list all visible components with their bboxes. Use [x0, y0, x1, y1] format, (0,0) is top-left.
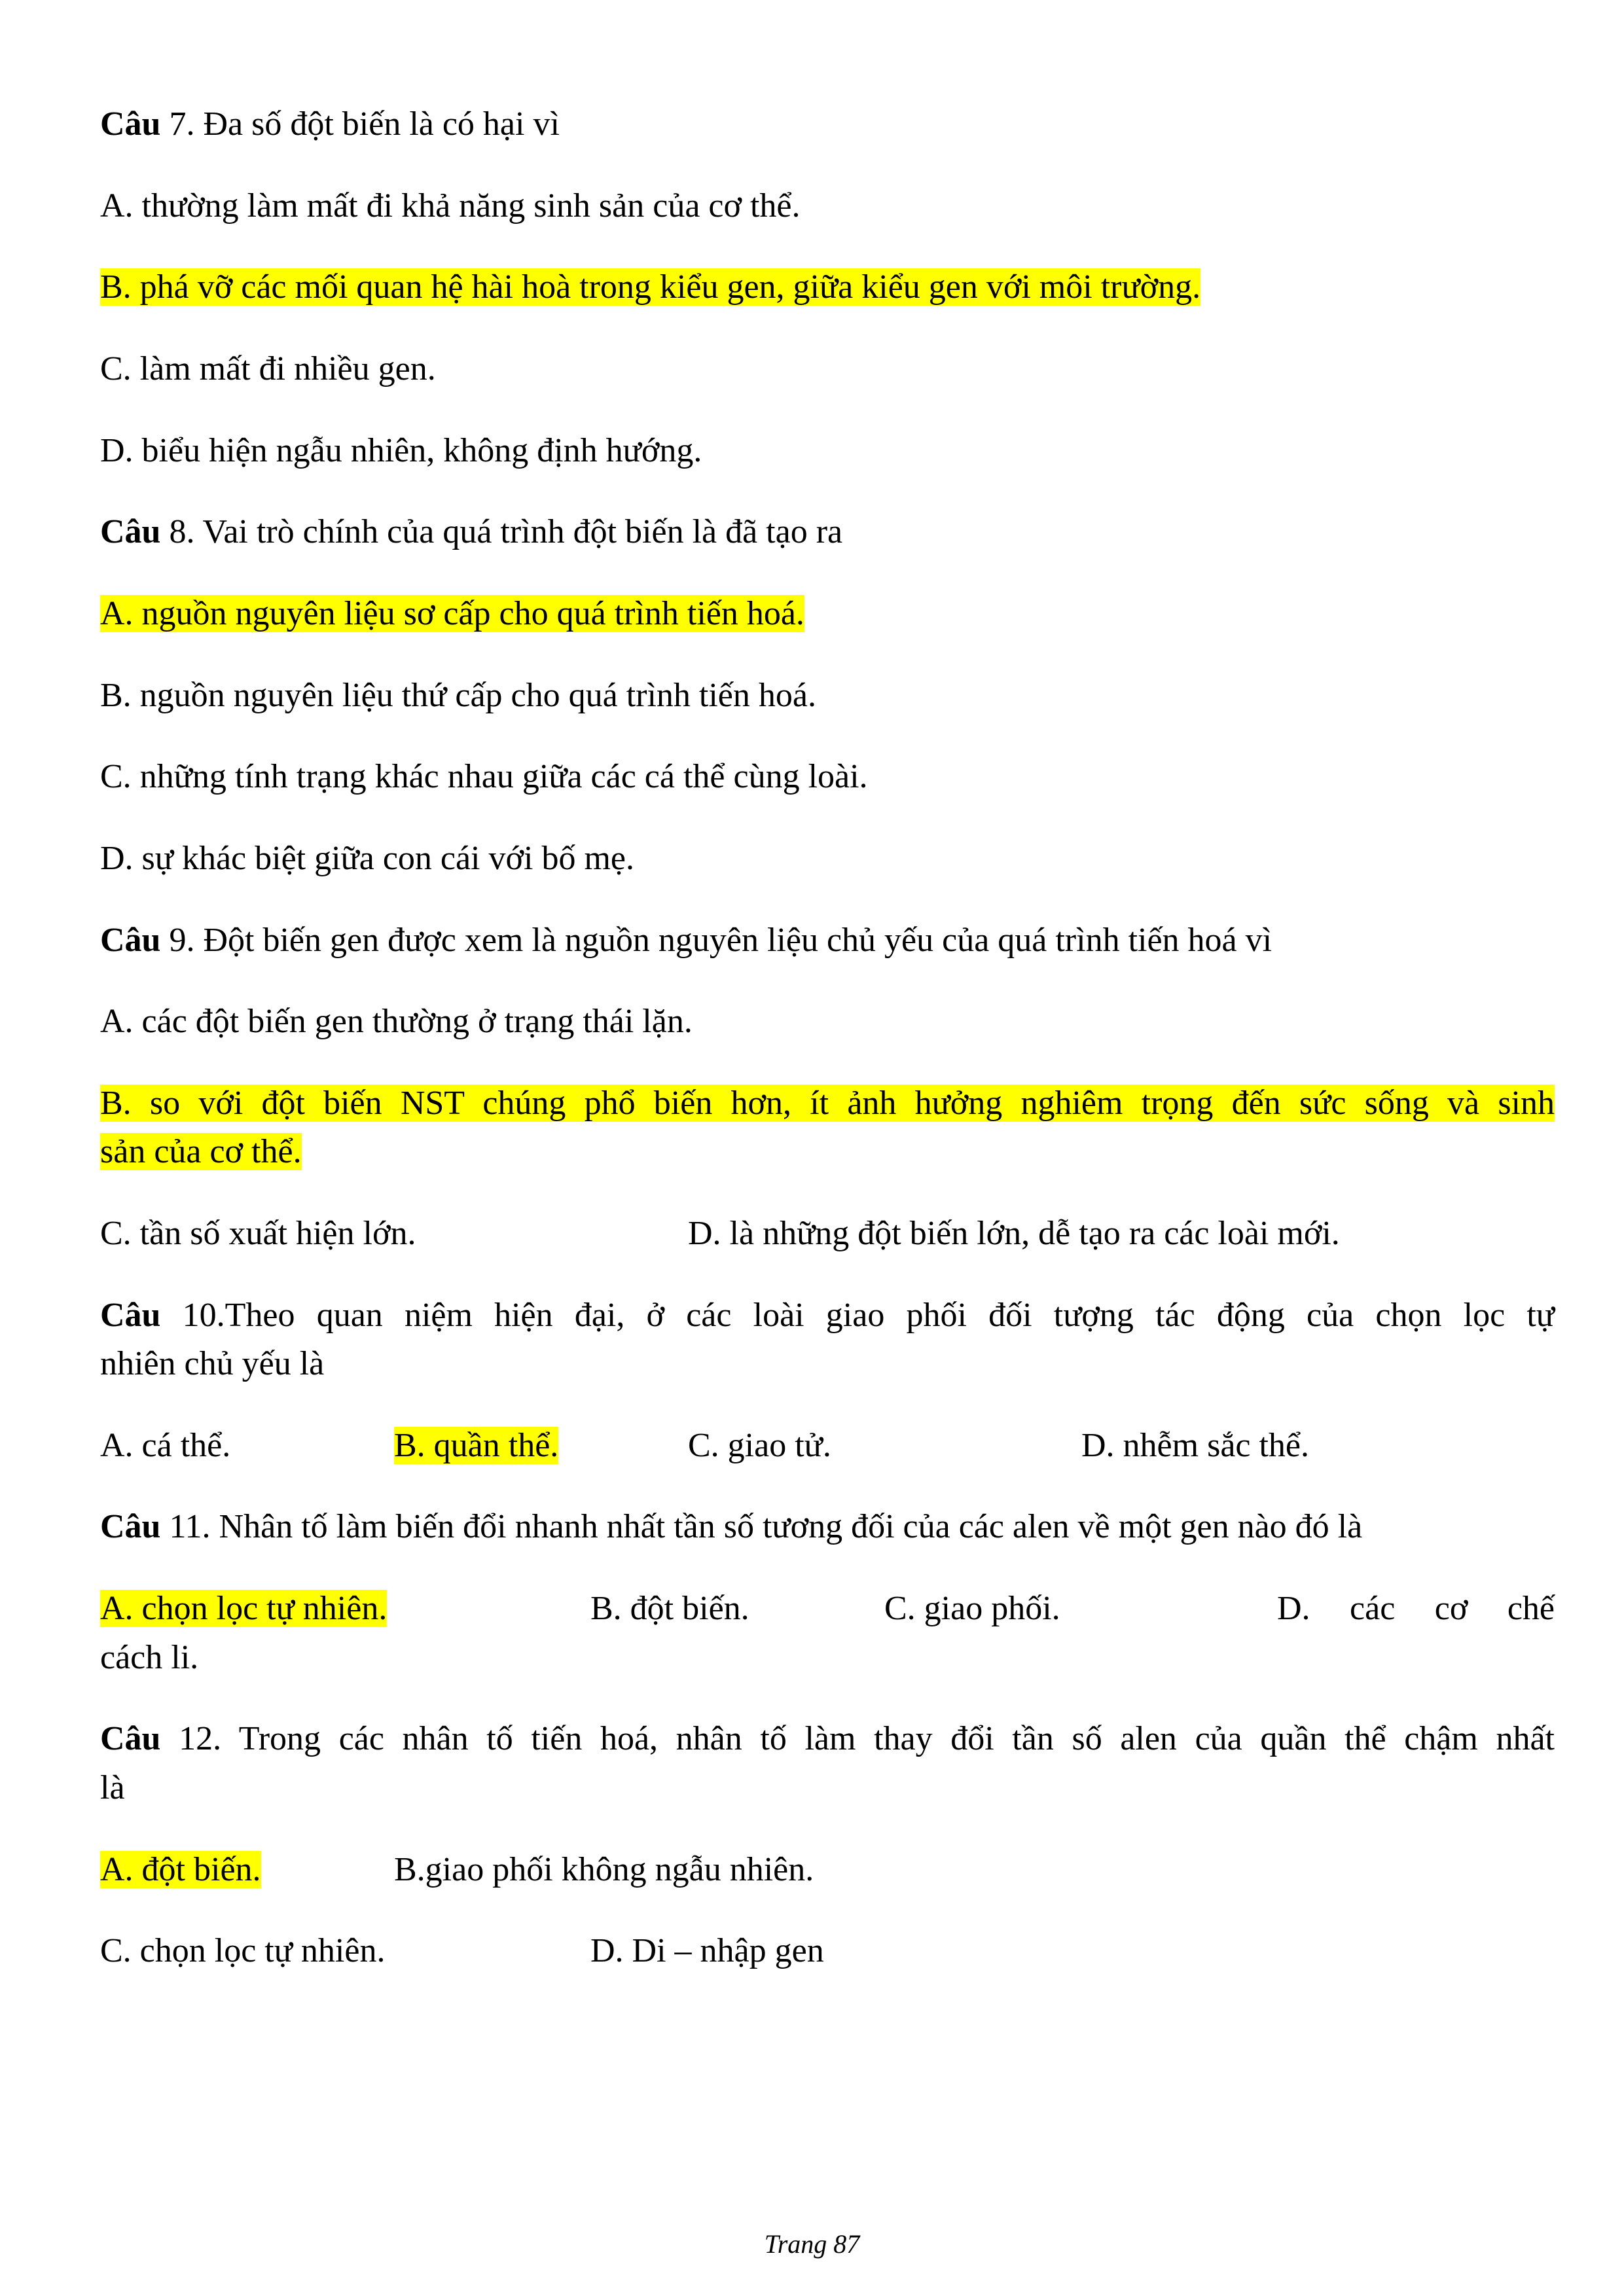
question-12-line2: là: [100, 1769, 125, 1806]
q12-option-a: [100, 1846, 261, 1894]
question-label: Câu: [100, 1508, 161, 1545]
q9-option-b-line1: [100, 1079, 1555, 1128]
q11-option-d-line2: cách li.: [100, 1639, 199, 1676]
answer-highlight: A. chọn lọc tự nhiên.: [100, 1590, 388, 1627]
question-label: Câu: [100, 922, 161, 959]
q12-option-d: D. Di – nhập gen: [590, 1932, 824, 1969]
q9-option-c: C. tần số xuất hiện lớn.: [100, 1215, 416, 1252]
q10-option-c: C. giao tử.: [688, 1427, 831, 1464]
answer-highlight: A. đột biến.: [100, 1851, 261, 1888]
q7-option-a: A. thường làm mất đi khả năng sinh sản của cơ thể.: [100, 187, 801, 224]
page-number: Trang 87: [764, 2229, 860, 2259]
q11-option-c: C. giao phối.: [884, 1590, 1060, 1627]
question-7: [100, 100, 560, 149]
answer-highlight: B. so với đột biến NST chúng phổ biến hơn, ít ảnh hưởng nghiêm trọng đến sức sống và sinh: [100, 1085, 1555, 1122]
question-stem: 8. Vai trò chính của quá trình đột biến là đã tạo ra: [160, 513, 843, 550]
q10-option-d: D. nhễm sắc thể.: [1081, 1427, 1310, 1464]
q8-option-b: B. nguồn nguyên liệu thứ cấp cho quá trình tiến hoá.: [100, 677, 816, 714]
q7-option-d: D. biểu hiện ngẫu nhiên, không định hướng.: [100, 432, 702, 469]
answer-highlight: sản của cơ thể.: [100, 1133, 302, 1170]
q7-option-b: [100, 263, 1200, 312]
question-10: [100, 1291, 1555, 1340]
question-9: [100, 916, 1272, 965]
question-11: [100, 1503, 1362, 1551]
question-stem: 12. Trong các nhân tố tiến hoá, nhân tố làm thay đổi tần số alen của quần thể chậm nhất: [160, 1720, 1555, 1757]
question-8: [100, 508, 842, 556]
q9-option-d: D. là những đột biến lớn, dễ tạo ra các loài mới.: [688, 1215, 1340, 1252]
q8-option-a: [100, 590, 804, 638]
question-10-line2: nhiên chủ yếu là: [100, 1345, 325, 1382]
q10-option-a: A. cá thể.: [100, 1427, 231, 1464]
question-stem: 11. Nhân tố làm biến đổi nhanh nhất tần số tương đối của các alen về một gen nào đó là: [160, 1508, 1363, 1545]
question-stem: 7. Đa số đột biến là có hại vì: [160, 105, 560, 143]
question-label: Câu: [100, 513, 161, 550]
q12-option-b: B.giao phối không ngẫu nhiên.: [394, 1851, 814, 1888]
q11-option-b: B. đột biến.: [590, 1590, 749, 1627]
answer-highlight: B. phá vỡ các mối quan hệ hài hoà trong kiểu gen, giữa kiểu gen với môi trường.: [100, 268, 1201, 306]
q10-option-b: [394, 1422, 558, 1470]
question-stem: 9. Đột biến gen được xem là nguồn nguyên liệu chủ yếu của quá trình tiến hoá vì: [160, 922, 1272, 959]
question-label: Câu: [100, 105, 161, 143]
q11-option-d: D. các cơ chế: [1277, 1590, 1555, 1627]
q12-option-c: C. chọn lọc tự nhiên.: [100, 1932, 386, 1969]
q7-option-c: C. làm mất đi nhiều gen.: [100, 350, 436, 387]
question-label: Câu: [100, 1297, 161, 1334]
q8-option-d: D. sự khác biệt giữa con cái với bố mẹ.: [100, 840, 634, 877]
q9-option-b-line2: [100, 1128, 302, 1176]
answer-highlight: B. quần thể.: [394, 1427, 559, 1464]
answer-highlight: A. nguồn nguyên liệu sơ cấp cho quá trình tiến hoá.: [100, 595, 804, 632]
question-12: [100, 1715, 1555, 1763]
q11-option-a: [100, 1585, 387, 1633]
question-label: Câu: [100, 1720, 161, 1757]
question-stem: 10.Theo quan niệm hiện đại, ở các loài giao phối đối tượng tác động của chọn lọc tự: [160, 1297, 1555, 1334]
q9-option-a: A. các đột biến gen thường ở trạng thái lặn.: [100, 1003, 693, 1040]
q8-option-c: C. những tính trạng khác nhau giữa các cá thể cùng loài.: [100, 758, 868, 795]
